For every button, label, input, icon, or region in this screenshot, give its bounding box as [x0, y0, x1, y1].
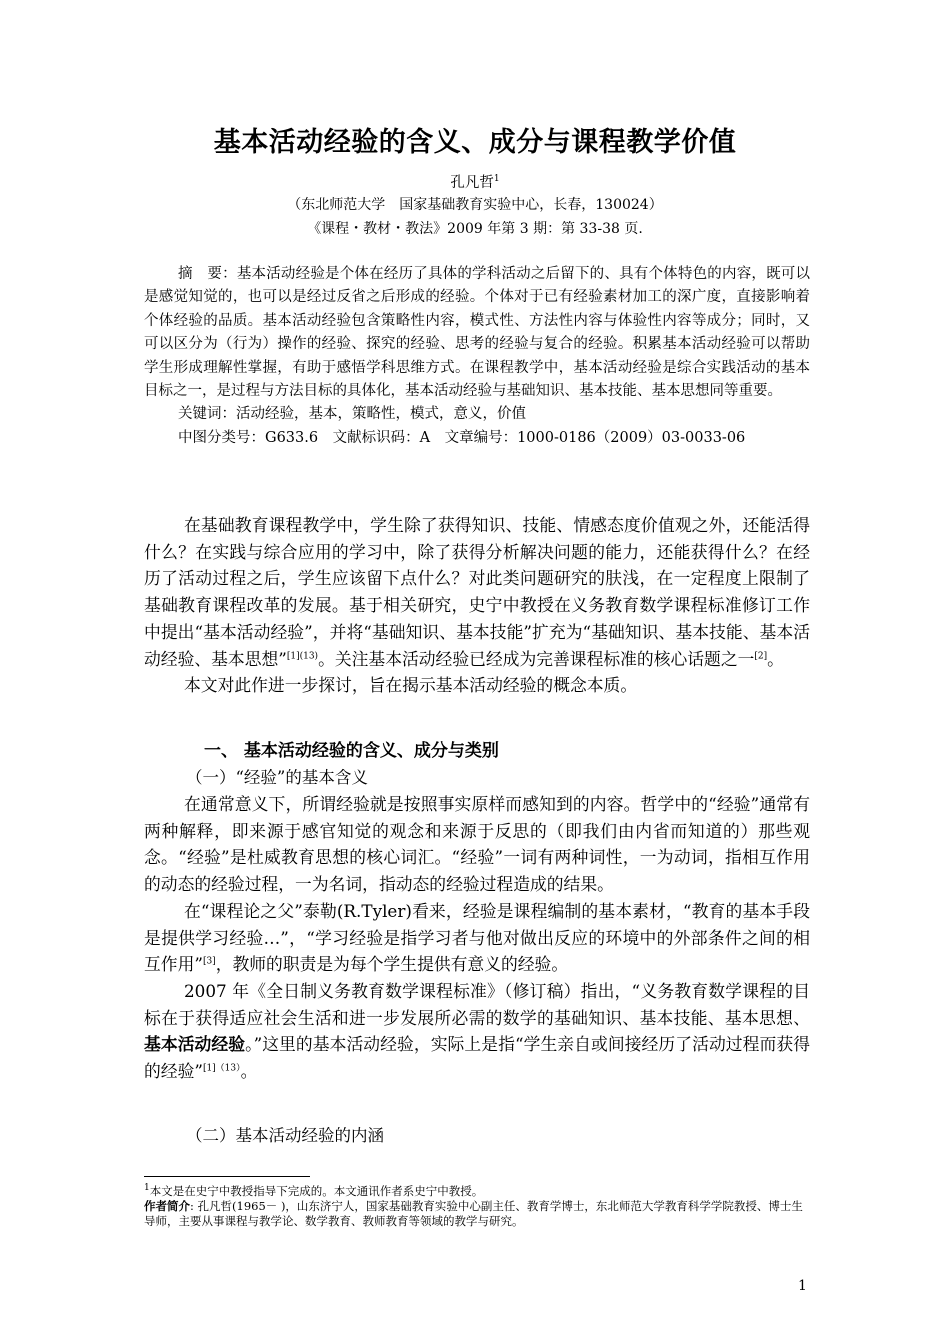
bold-phrase: 基本活动经验 — [144, 1034, 246, 1055]
subsection-heading: （一）“经验”的基本含义 — [186, 768, 368, 787]
introduction — [144, 512, 810, 699]
section-heading: 一、 基本活动经验的含义、成分与类别 — [204, 741, 499, 761]
abstract-paragraph — [144, 263, 810, 403]
author-line — [0, 171, 950, 192]
citation: [1](13) — [286, 650, 319, 661]
section-paragraph-3: 2007 年《全日制义务教育数学课程标准》（修订稿）指出，“义务教育数学课程的目标在于获得适应社会生活和进一步发展所必需的数学的基础知识、基本技能、基本思想、基本活动经验。”这里的基本活动经验，实际上是指“学生亲自或间接经历了活动过程而获得的经验”$^{[1](13)}$。 — [144, 980, 810, 1082]
author-name: 孔凡哲 — [450, 175, 494, 191]
page-number: 1 — [798, 1278, 807, 1294]
intro-paragraph-2: 本文对此作进一步探讨，旨在揭示基本活动经验的概念本质。 — [184, 675, 638, 696]
footnote-divider — [144, 1176, 310, 1177]
abstract-text: 基本活动经验是个体在经历了具体的学科活动之后留下的、具有个体特色的内容，既可以是感觉知觉的，也可以是经过反省之后形成的经验。个体对于已有经验素材加工的深广度，直接影响着个体经验的品质。基本活动经验包含策略性内容，模式性、方法性内容与体验性内容等成分；同时，又可以区分为（行为）操作的经验、探究的经验、思考的经验与复合的经验。积累基本活动经验可以帮助学生形成理解性掌握，有助于感悟学科思维方式。在课程教学中，基本活动经验是综合实践活动的基本目标之一，是过程与方法目标的具体化，基本活动经验与基础知识、基本技能、基本思想同等重要。 — [144, 266, 810, 400]
classification-line: 中图分类号：G633.6 文献标识码：A 文章编号：1000-0186（2009）03-0033-06 — [178, 429, 746, 446]
journal-citation: 《课程・教材・教法》2009 年第 3 期：第 33-38 页. — [307, 221, 643, 237]
affiliation: （东北师范大学 国家基础教育实验中心，长春，130024） — [287, 197, 663, 213]
keywords: 关键词：活动经验，基本，策略性，模式，意义，价值 — [178, 406, 526, 423]
author-footnote-mark: 1 — [493, 174, 500, 185]
footnote-1: $^1$本文是在史宁中教授指导下完成的。本文通讯作者系史宁中教授。 — [144, 1183, 484, 1198]
subsection-heading: （二）基本活动经验的内涵 — [186, 1126, 384, 1145]
author-bio: 作者简介: 孔凡哲(1965－ )，山东济宁人，国家基础教育实验中心副主任、教育学博士，东北师范大学教育科学学院教授、博士生导师，主要从事课程与教学论、数学教育、教师教育等领域的教学与研究。 — [144, 1199, 803, 1228]
intro-paragraph-1: 在基础教育课程教学中，学生除了获得知识、技能、情感态度价值观之外，还能活得什么？在实践与综合应用的学习中，除了获得分析解决问题的能力，还能获得什么？在经历了活动过程之后，学生应该留下点什么？对此类问题研究的肤浅，在一定程度上限制了基础教育课程改革的发展。基于相关研究，史宁中教授在义务教育数学课程标准修订工作中提出“基本活动经验”，并将“基础知识、基本技能”扩充为“基础知识、基本技能、基本活动经验、基本思想”$^{[1](13)}$。关注基本活动经验已经成为完善课程标准的核心话题之一[2]。 — [144, 515, 810, 669]
citation: [3] — [202, 956, 216, 967]
abstract-block — [144, 263, 810, 450]
abstract-label: 摘 要： — [178, 266, 237, 282]
section-paragraph-1: 在通常意义下，所谓经验就是按照事实原样而感知到的内容。哲学中的“经验”通常有两种解释，即来源于感官知觉的观念和来源于反思的（即我们由内省而知道的）那些观念。“经验”是杜威教育思想的核心词汇。“经验”一词有两种词性，一为动词，指相互作用的动态的经验过程，一为名词，指动态的经验过程造成的结果。 — [144, 794, 810, 895]
citation: [1]（13） — [202, 1063, 241, 1074]
section-body — [144, 791, 810, 1085]
section-paragraph-2: 在“课程论之父”泰勒(R.Tyler)看来，经验是课程编制的基本素材，“教育的基本手段是提供学习经验…”，“学习经验是指学习者与他对做出反应的环境中的外部条件之间的相互作用”[3]，教师的职责是为每个学生提供有意义的经验。 — [144, 900, 810, 975]
paper-title: 基本活动经验的含义、成分与课程教学价值 — [213, 127, 737, 158]
citation: [2] — [754, 650, 768, 661]
footnotes — [144, 1184, 810, 1229]
